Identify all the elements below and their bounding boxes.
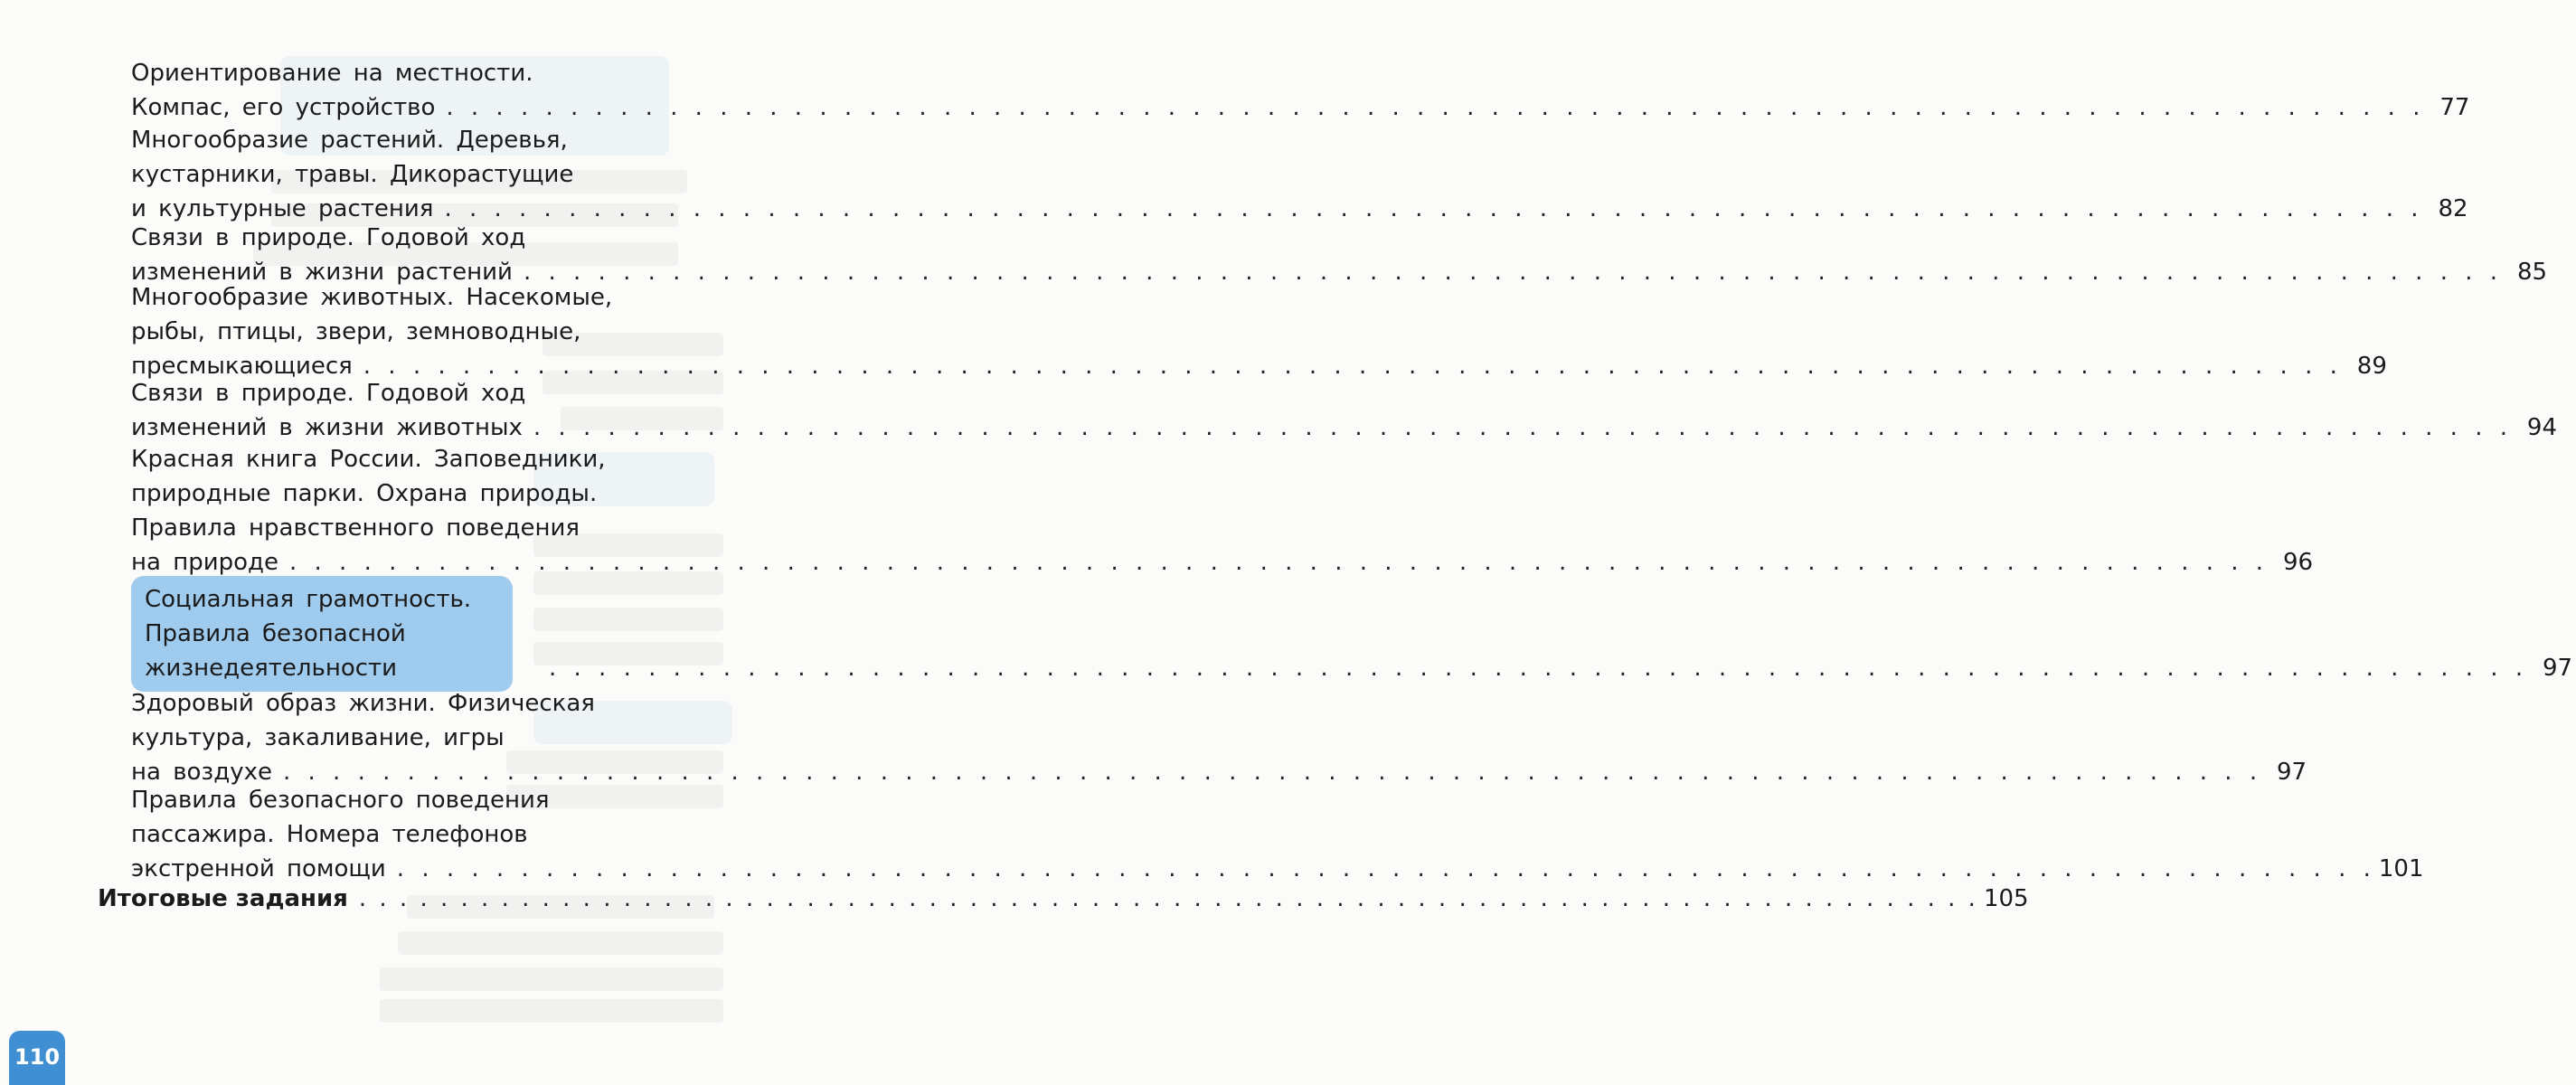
toc-entry-passenger-safety [131, 783, 2424, 886]
toc-page-number: 101 [2378, 855, 2424, 882]
toc-entry-line: Правила безопасного поведения [131, 787, 550, 814]
toc-entry-line: Компас, его устройство [131, 94, 436, 121]
toc-entry-line: природные парки. Охрана природы. [131, 480, 598, 507]
toc-entry-line: изменений в жизни растений [131, 259, 513, 286]
final-tasks-label: Итоговые задания [98, 885, 348, 912]
toc-entry-line: экстренной помощи [131, 855, 386, 882]
dot-leader: . . . . . . . . . . . . . . . . . . . . . . . . . . . . . . . . . . . . . . . . . . . . . . . . . . . . . . . . . . . . . . . . . . . . . . . . . . . . . . . . [396, 855, 2373, 882]
toc-entry-line: Ориентирование на местности. [131, 60, 533, 87]
toc-entry-animals [131, 280, 2387, 383]
toc-entry-line: культура, закаливание, игры [131, 724, 505, 751]
toc-entry-healthy-lifestyle [131, 686, 2307, 789]
toc-entry-line: Связи в природе. Годовой ход [131, 380, 526, 407]
toc-entry-line: рыбы, птицы, звери, земноводные, [131, 318, 581, 345]
dot-leader: . . . . . . . . . . . . . . . . . . . . . . . . . . . . . . . . . . . . . . . . . . . . . . . . . . . . . . . . . . . . . . . . . . . . . . . . . . . . . . . . [523, 259, 2501, 286]
toc-entry-orientation [131, 56, 2470, 125]
dot-leader: . . . . . . . . . . . . . . . . . . . . . . . . . . . . . . . . . . . . . . . . . . . . . . . . . . . . . . . . . . . . . . . . . . . . . . . . . . . . . . . . [283, 759, 2260, 786]
toc-entry-line: Связи в природе. Годовой ход [131, 224, 526, 251]
toc-entry-line: Многообразие растений. Деревья, [131, 127, 568, 154]
toc-entry-line: изменений в жизни животных [131, 414, 523, 441]
toc-entry-plant-cycle [131, 221, 2548, 289]
dot-leader: . . . . . . . . . . . . . . . . . . . . . . . . . . . . . . . . . . . . . . . . . . . . . . . . . . . . . . . . . . . . . . . . . . . . . . . . . . . . . . . . [363, 353, 2340, 380]
toc-page-number: 96 [2282, 549, 2314, 576]
dot-leader: . . . . . . . . . . . . . . . . . . . . . . . . . . . . . . . . . . . . . . . . . . . . . . . . . . . . . . . . . . . . . . . . . . . . . . . . . . . . . . . . [533, 414, 2510, 441]
toc-entry-red-book [131, 442, 2314, 580]
dot-leader: . . . . . . . . . . . . . . . . . . . . . . . . . . . . . . . . . . . . . . . . . . . . . . . . . . . . . . . . . . . . . . . . . . . . . . . . . . . . . . . . [358, 885, 1978, 912]
dot-leader: . . . . . . . . . . . . . . . . . . . . . . . . . . . . . . . . . . . . . . . . . . . . . . . . . . . . . . . . . . . . . . . . . . . . . . . . . . . . . . . . [444, 195, 2421, 222]
section-title-line: Правила безопасной [145, 620, 406, 647]
dot-leader: . . . . . . . . . . . . . . . . . . . . . . . . . . . . . . . . . . . . . . . . . . . . . . . . . . . . . . . . . . . . . . . . . . . . . . . . . . . . . . . . [549, 655, 2526, 682]
toc-entry-line: кустарники, травы. Дикорастущие [131, 161, 574, 188]
toc-entry-line: Красная книга России. Заповедники, [131, 446, 606, 473]
toc-entry-line: и культурные растения [131, 195, 434, 222]
toc-page-number: 105 [1983, 885, 2029, 912]
toc-entry-line: Правила нравственного поведения [131, 514, 580, 542]
toc-page-number: 82 [2438, 195, 2468, 222]
toc-entry-animal-cycle [131, 376, 2557, 445]
toc-page-number: 97 [2543, 655, 2573, 682]
section-title-line: Социальная грамотность. [145, 586, 472, 613]
toc-entry-line: пресмыкающиеся [131, 353, 353, 380]
toc-page-number: 97 [2277, 759, 2307, 786]
toc-entry-line: Многообразие животных. Насекомые, [131, 284, 613, 311]
toc-entry-line: на воздухе [131, 759, 272, 786]
toc-entry-plants [131, 123, 2468, 226]
toc-entry-line: Здоровый образ жизни. Физическая [131, 690, 595, 717]
toc-page-number: 94 [2526, 414, 2557, 441]
dot-leader: . . . . . . . . . . . . . . . . . . . . . . . . . . . . . . . . . . . . . . . . . . . . . . . . . . . . . . . . . . . . . . . . . . . . . . . . . . . . . . . . [446, 94, 2423, 121]
toc-page-number: 85 [2516, 259, 2548, 286]
section-title-line: жизнедеятельности [145, 655, 398, 682]
toc-entry-line: на природе [131, 549, 278, 576]
section-social-page-line [131, 651, 2573, 685]
page-number-badge: 110 [9, 1031, 65, 1085]
toc-page-number: 89 [2356, 353, 2387, 380]
toc-entry-line: пассажира. Номера телефонов [131, 821, 528, 848]
toc-entry-final-tasks [98, 882, 2029, 916]
dot-leader: . . . . . . . . . . . . . . . . . . . . . . . . . . . . . . . . . . . . . . . . . . . . . . . . . . . . . . . . . . . . . . . . . . . . . . . . . . . . . . . . [288, 549, 2267, 576]
toc-page-number: 77 [2439, 94, 2470, 121]
